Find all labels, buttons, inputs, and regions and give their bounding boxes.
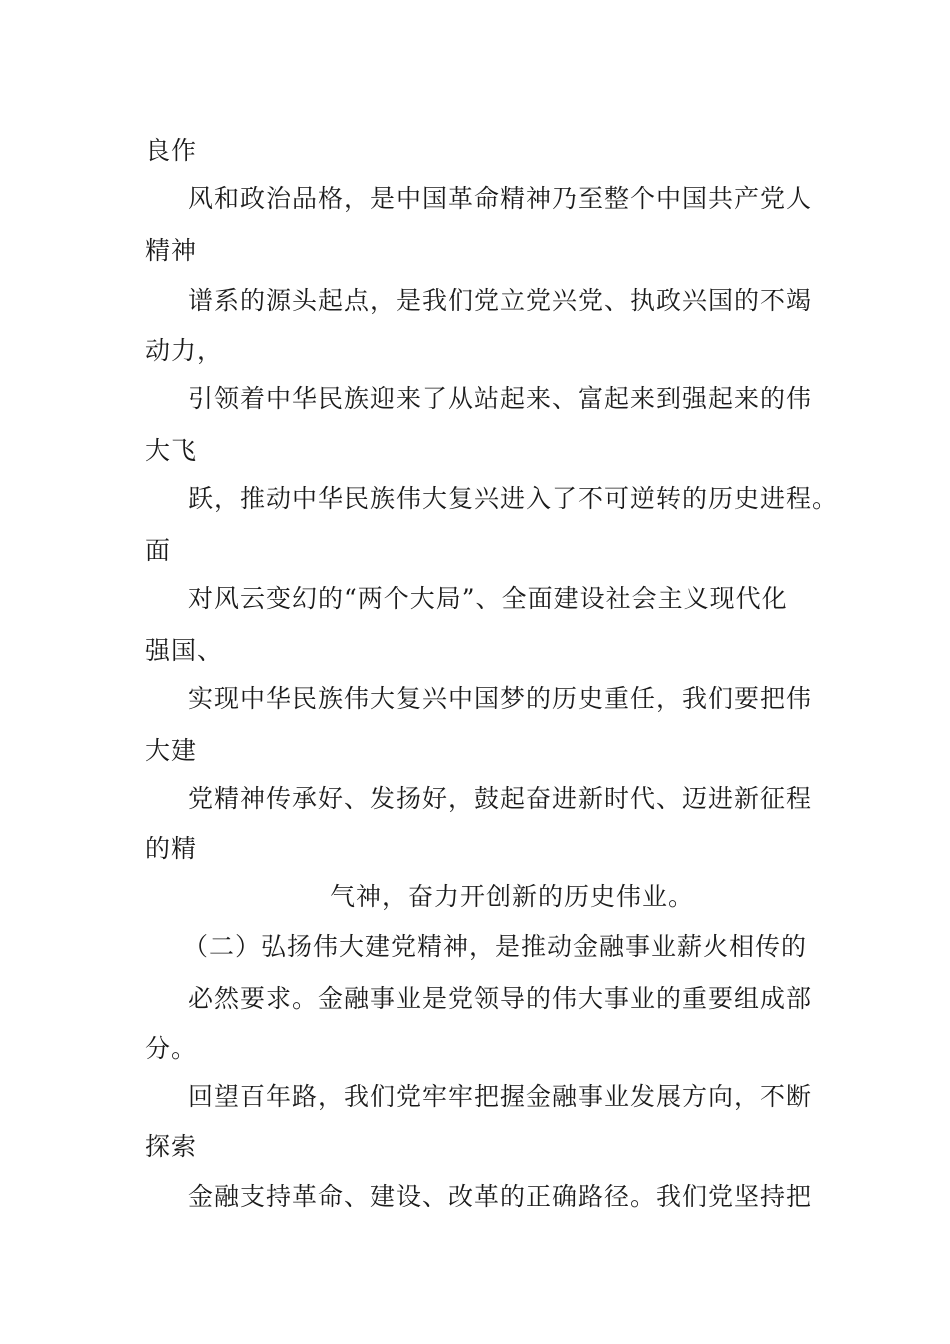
text-line: 气神，奋力开创新的历史伟业。 — [330, 882, 695, 911]
text-line: 探索 — [145, 1132, 198, 1161]
text-line: 跃，推动中华民族伟大复兴进入了不可逆转的历史进程。 — [188, 484, 839, 513]
text-line: 引领着中华民族迎来了从站起来、富起来到强起来的伟 — [188, 384, 813, 413]
text-line: 谱系的源头起点，是我们党立党兴党、执政兴国的不竭 — [188, 286, 813, 315]
text-line: 面 — [145, 536, 172, 565]
text-line: 回望百年路，我们党牢牢把握金融事业发展方向，不断 — [188, 1082, 813, 1111]
section-heading: （二）弘扬伟大建党精神，是推动金融事业薪火相传的 — [183, 932, 808, 961]
text-line: 必然要求。金融事业是党领导的伟大事业的重要组成部 — [188, 984, 813, 1013]
text-line: 党精神传承好、发扬好，鼓起奋进新时代、迈进新征程 — [188, 784, 813, 813]
text-line: 动力， — [145, 336, 224, 365]
text-line: 风和政治品格，是中国革命精神乃至整个中国共产党人 — [188, 184, 813, 213]
text-line: 的精 — [145, 834, 198, 863]
text-line: 大建 — [145, 736, 198, 765]
text-line: 精神 — [145, 236, 198, 265]
text-line: 对风云变幻的“两个大局”、全面建设社会主义现代化 — [188, 584, 788, 613]
text-line: 金融支持革命、建设、改革的正确路径。我们党坚持把 — [188, 1182, 813, 1211]
text-line: 良作 — [145, 136, 198, 165]
text-line: 分。 — [145, 1034, 198, 1063]
text-line: 实现中华民族伟大复兴中国梦的历史重任，我们要把伟 — [188, 684, 813, 713]
text-line: 大飞 — [145, 436, 198, 465]
text-line: 强国、 — [145, 636, 224, 665]
